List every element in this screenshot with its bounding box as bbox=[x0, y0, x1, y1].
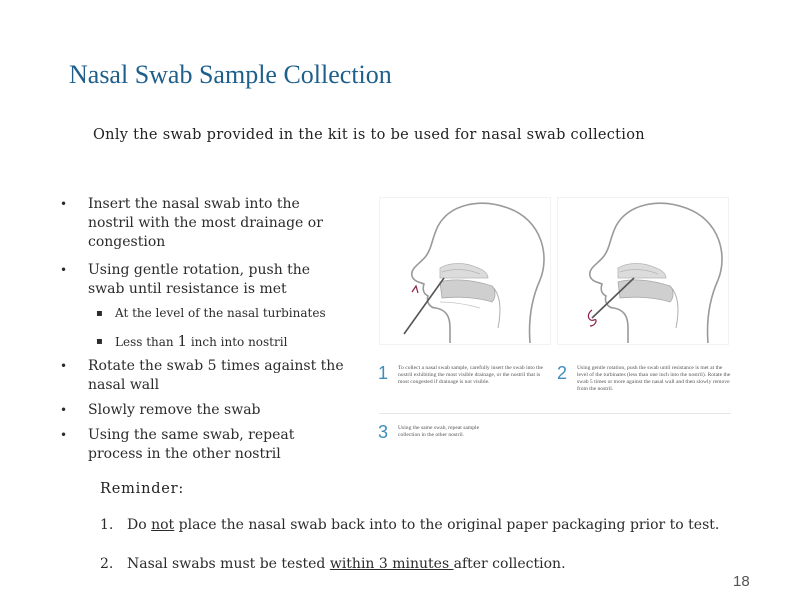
figure-divider bbox=[379, 413, 731, 414]
bullet-icon: • bbox=[60, 359, 68, 373]
sub-bullet-icon: ▪ bbox=[96, 336, 103, 347]
bullet-text: Using the same swab, repeat process in the other nostril bbox=[88, 427, 295, 462]
reminder-item-number: 1. bbox=[100, 517, 114, 533]
bullet-text: Rotate the swab 5 times against the nasal wall bbox=[88, 358, 344, 393]
reminder-item-emphasis: not bbox=[151, 517, 175, 533]
step-caption-2: Using gentle rotation, push the swab until resistance is met at the level of the turbinates (less than one inch into the nostril). Rotate the swab 5 times or more against the nasal wall and then slowly remove from the nostril. bbox=[577, 365, 731, 392]
slide-title: Nasal Swab Sample Collection bbox=[69, 60, 392, 89]
page-number: 18 bbox=[733, 573, 750, 590]
sub-bullet-text bbox=[115, 332, 287, 352]
slide-subtitle: Only the swab provided in the kit is to be used for nasal swab collection bbox=[93, 127, 645, 143]
reminder-item-text-a: Do bbox=[127, 517, 152, 533]
reminder-item-2 bbox=[100, 556, 566, 572]
bullet-icon: • bbox=[60, 403, 68, 417]
step-number-1: 1 bbox=[378, 363, 389, 383]
sub-bullet-number: 1 bbox=[177, 332, 187, 350]
sub-bullet-text-post: inch into nostril bbox=[187, 335, 288, 349]
reminder-item-number: 2. bbox=[100, 556, 114, 572]
reminder-heading: Reminder: bbox=[100, 481, 185, 497]
bullet-icon: • bbox=[60, 197, 68, 211]
step-caption-3: Using the same swab, repeat sample collection in the other nostril. bbox=[398, 425, 480, 438]
head-illustration-step2 bbox=[557, 197, 729, 345]
bullet-text: Insert the nasal swab into the nostril with the most drainage or congestion bbox=[88, 196, 323, 250]
sub-bullet-icon: ▪ bbox=[96, 308, 103, 319]
reminder-item-text-b: place the nasal swab back into to the original paper packaging prior to test. bbox=[174, 517, 720, 533]
step-number-3: 3 bbox=[378, 422, 389, 442]
head-illustration-step1 bbox=[379, 197, 551, 345]
reminder-item-text-a: Nasal swabs must be tested bbox=[127, 556, 330, 572]
reminder-item-1 bbox=[100, 517, 719, 533]
reminder-item-emphasis: within 3 minutes bbox=[329, 556, 454, 572]
bullet-icon: • bbox=[60, 428, 68, 442]
bullet-text: Slowly remove the swab bbox=[88, 402, 261, 418]
bullet-icon: • bbox=[60, 263, 68, 277]
step-number-2: 2 bbox=[557, 363, 568, 383]
head-profile-icon bbox=[380, 198, 550, 344]
sub-bullet-text-pre: Less than bbox=[115, 335, 178, 349]
reminder-item-text-b: after collection. bbox=[453, 556, 566, 572]
head-profile-icon bbox=[558, 198, 728, 344]
bullet-text: Using gentle rotation, push the swab until resistance is met bbox=[88, 262, 311, 297]
sub-bullet-text: At the level of the nasal turbinates bbox=[115, 306, 326, 320]
step-caption-1: To collect a nasal swab sample, carefully insert the swab into the nostril exhibiting the most visible drainage, or the nostril that is most congested if drainage is not visible. bbox=[398, 365, 543, 385]
nasal-swab-diagram bbox=[373, 193, 735, 453]
